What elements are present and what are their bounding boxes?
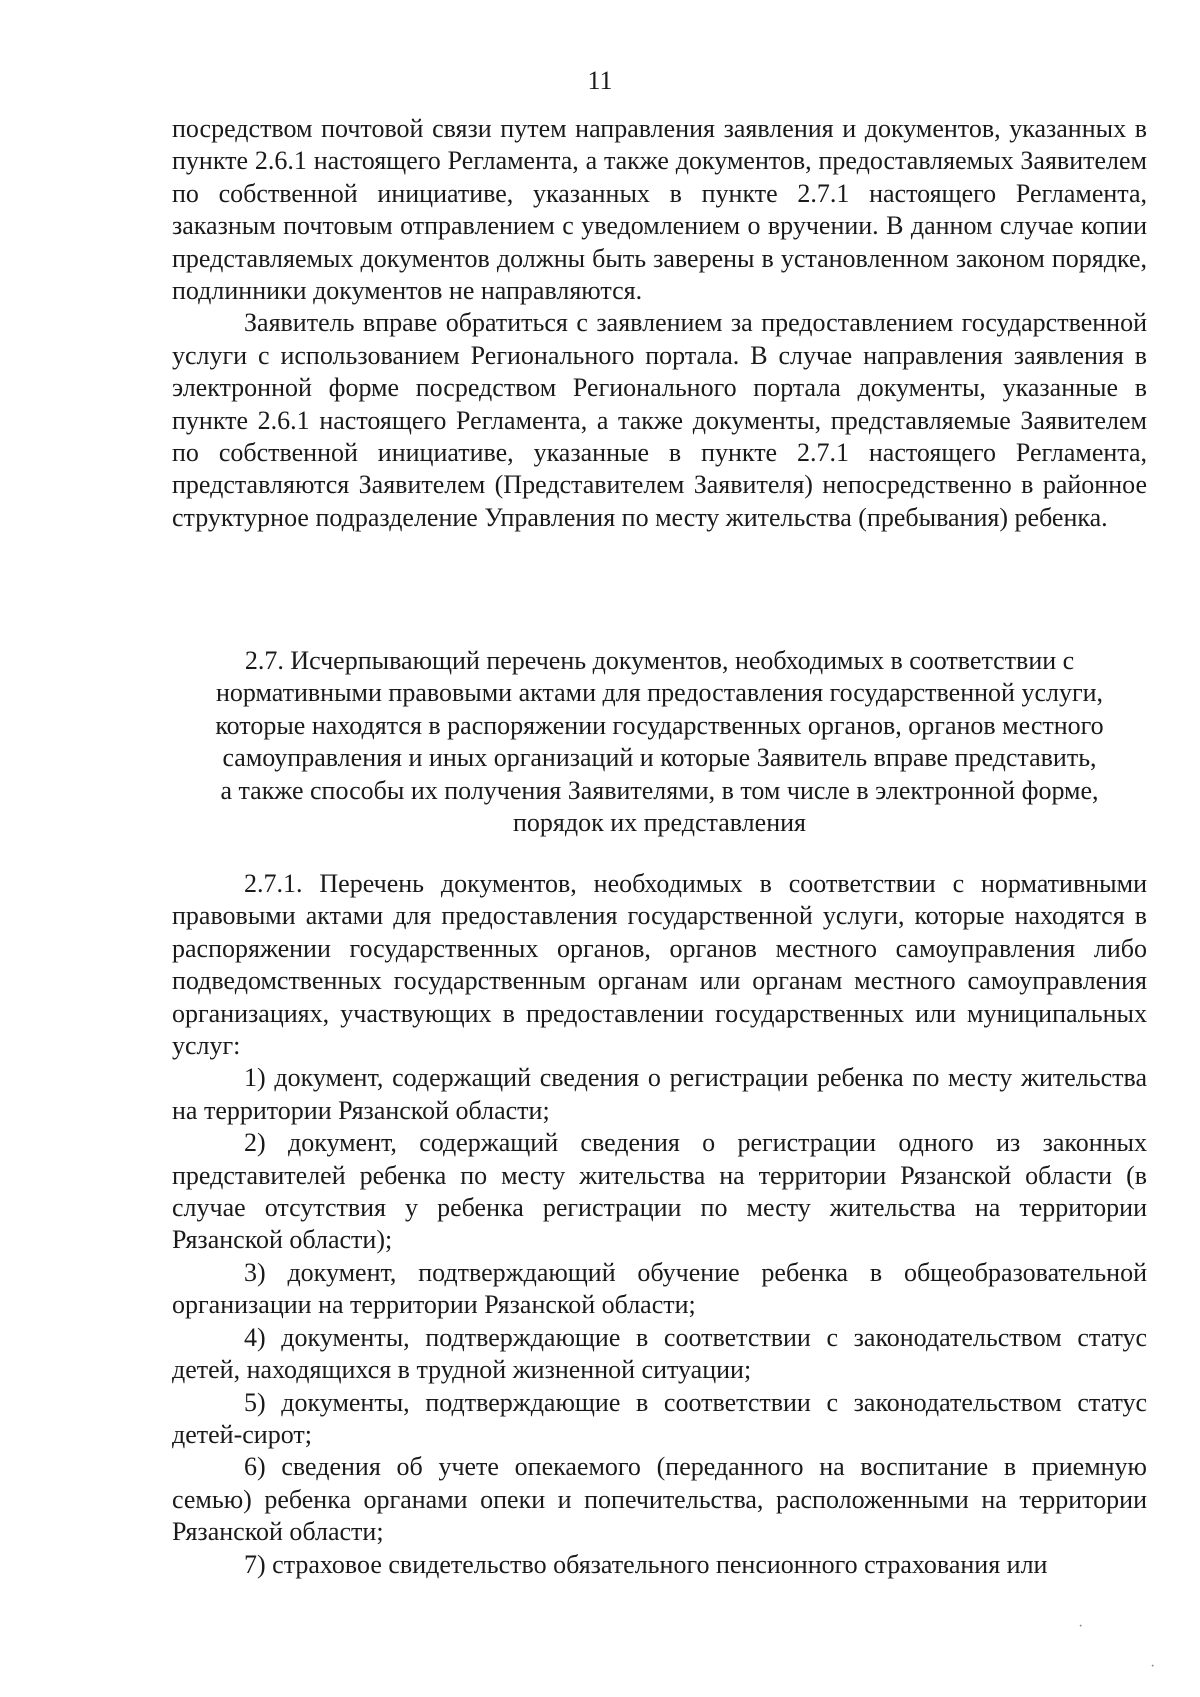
paragraph-postal-submission: посредством почтовой связи путем направления заявления и документов, указанных в пункте 2.6.1 настоящего Регламента, а также документов, предоставляемых Заявителем по собственной инициативе, указанных в пункте 2.7.1 настоящего Регламента, заказным почтовым отправлением с уведомлением о вручении. В данном случае копии представляемых документов должны быть заверены в установленном законом порядке, подлинники документов не направляются. — [172, 114, 1147, 306]
heading-line: 2.7. Исчерпывающий перечень документов, необходимых в соответствии с — [244, 646, 1075, 675]
list-item: 1) документ, содержащий сведения о регистрации ребенка по месту жительства на территории Рязанской области; — [172, 1063, 1147, 1125]
list-item: 4) документы, подтверждающие в соответствии с законодательством статус детей, находящихся в трудной жизненной ситуации; — [172, 1322, 1147, 1385]
section-heading-2-7 — [172, 645, 1147, 839]
heading-line: а также способы их получения Заявителями, в том числе в электронной форме, — [220, 775, 1099, 805]
page-number: 11 — [587, 66, 613, 95]
list-item: 2) документ, содержащий сведения о регистрации одного из законных представителей ребенка по месту жительства на территории Рязанской области (в случае отсутствия у ребенка регистрации по месту жительства на территории Рязанской области); — [172, 1128, 1147, 1255]
list-item: 5) документы, подтверждающие в соответствии с законодательством статус детей-сирот; — [172, 1387, 1147, 1449]
heading-line: самоуправления и иных организаций и которые Заявитель вправе представить, — [222, 743, 1097, 773]
heading-line: нормативными правовыми актами для предоставления государственной услуги, — [215, 678, 1104, 708]
document-list-section — [172, 868, 1147, 1581]
intro-section — [172, 113, 1147, 534]
scan-speck: · — [1150, 1658, 1156, 1675]
list-item: 7) страховое свидетельство обязательного пенсионного страхования или — [244, 1549, 1048, 1579]
paragraph-regional-portal: Заявитель вправе обратиться с заявлением за предоставлением государственной услуги с использованием Регионального портала. В случае направления заявления в электронной форме посредством Регионального портала документы, указанные в пункте 2.6.1 настоящего Регламента, а также документы, представляемые Заявителем по собственной инициативе, указанные в пункте 2.7.1 настоящего Регламента, представляются Заявителем (Представителем Заявителя) непосредственно в районное структурное подразделение Управления по месту жительства (пребывания) ребенка. — [172, 308, 1147, 532]
heading-line: порядок их представления — [513, 808, 806, 838]
list-item: 6) сведения об учете опекаемого (переданного на воспитание в приемную семью) ребенка органами опеки и попечительства, расположенными на территории Рязанской области; — [172, 1452, 1147, 1547]
list-intro: 2.7.1. Перечень документов, необходимых в соответствии с нормативными правовыми актами для предоставления государственной услуги, которые находятся в распоряжении государственных органов, органов местного самоуправления либо подведомственных государственным органам или органам местного самоуправления организациях, участвующих в предоставлении государственных или муниципальных услуг: — [172, 869, 1147, 1061]
heading-line: которые находятся в распоряжении государственных органов, органов местного — [215, 710, 1104, 740]
list-item: 3) документ, подтверждающий обучение ребенка в общеобразовательной организации на территории Рязанской области; — [172, 1257, 1147, 1320]
scan-speck: · — [1078, 1618, 1084, 1635]
